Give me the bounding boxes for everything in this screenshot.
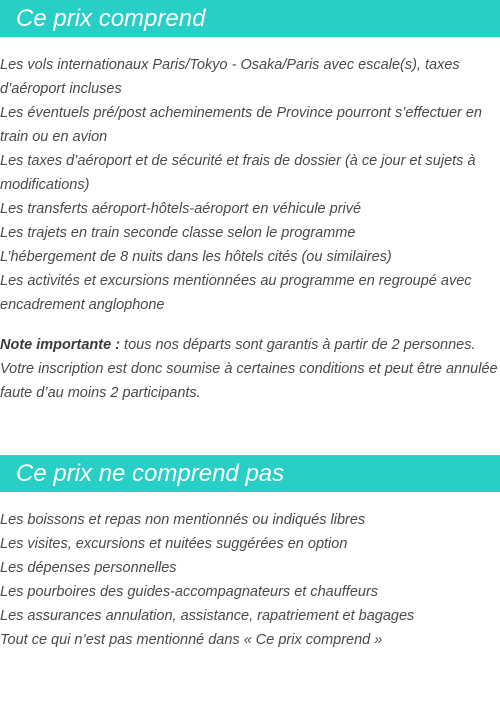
includes-header: Ce prix comprend [0,0,500,37]
excludes-header: Ce prix ne comprend pas [0,455,500,492]
list-item: Les boissons et repas non mentionnés ou indiqués libres [0,512,366,528]
list-item: Les visites, excursions et nuitées suggérées en option [0,536,348,552]
important-note [0,333,500,405]
note-label: Note importante : [0,337,121,353]
list-item: Les pourboires des guides-accompagnateurs et chauffeurs [0,584,379,600]
note-text: tous nos départs sont garantis à partir de 2 personnes. Votre inscription est donc soumise à certaines conditions et peut être annulée faute d’au moins 2 participants. [0,337,498,401]
list-item: L’hébergement de 8 nuits dans les hôtels cités (ou similaires) [0,249,392,265]
list-item: Les taxes d’aéroport et de sécurité et frais de dossier (à ce jour et sujets à modifications) [0,153,476,193]
includes-list [0,53,500,317]
list-item: Les assurances annulation, assistance, rapatriement et bagages [0,608,415,624]
list-item: Les éventuels pré/post acheminements de Province pourront s’effectuer en train ou en avion [0,105,482,145]
list-item: Tout ce qui n’est pas mentionné dans « Ce prix comprend » [0,632,383,648]
list-item: Les transferts aéroport-hôtels-aéroport en véhicule privé [0,201,362,217]
list-item: Les trajets en train seconde classe selon le programme [0,225,356,241]
list-item: Les activités et excursions mentionnées au programme en regroupé avec encadrement anglophone [0,273,472,313]
list-item: Les vols internationaux Paris/Tokyo - Osaka/Paris avec escale(s), taxes d’aéroport incluses [0,57,460,97]
list-item: Les dépenses personnelles [0,560,177,576]
excludes-list [0,508,500,652]
